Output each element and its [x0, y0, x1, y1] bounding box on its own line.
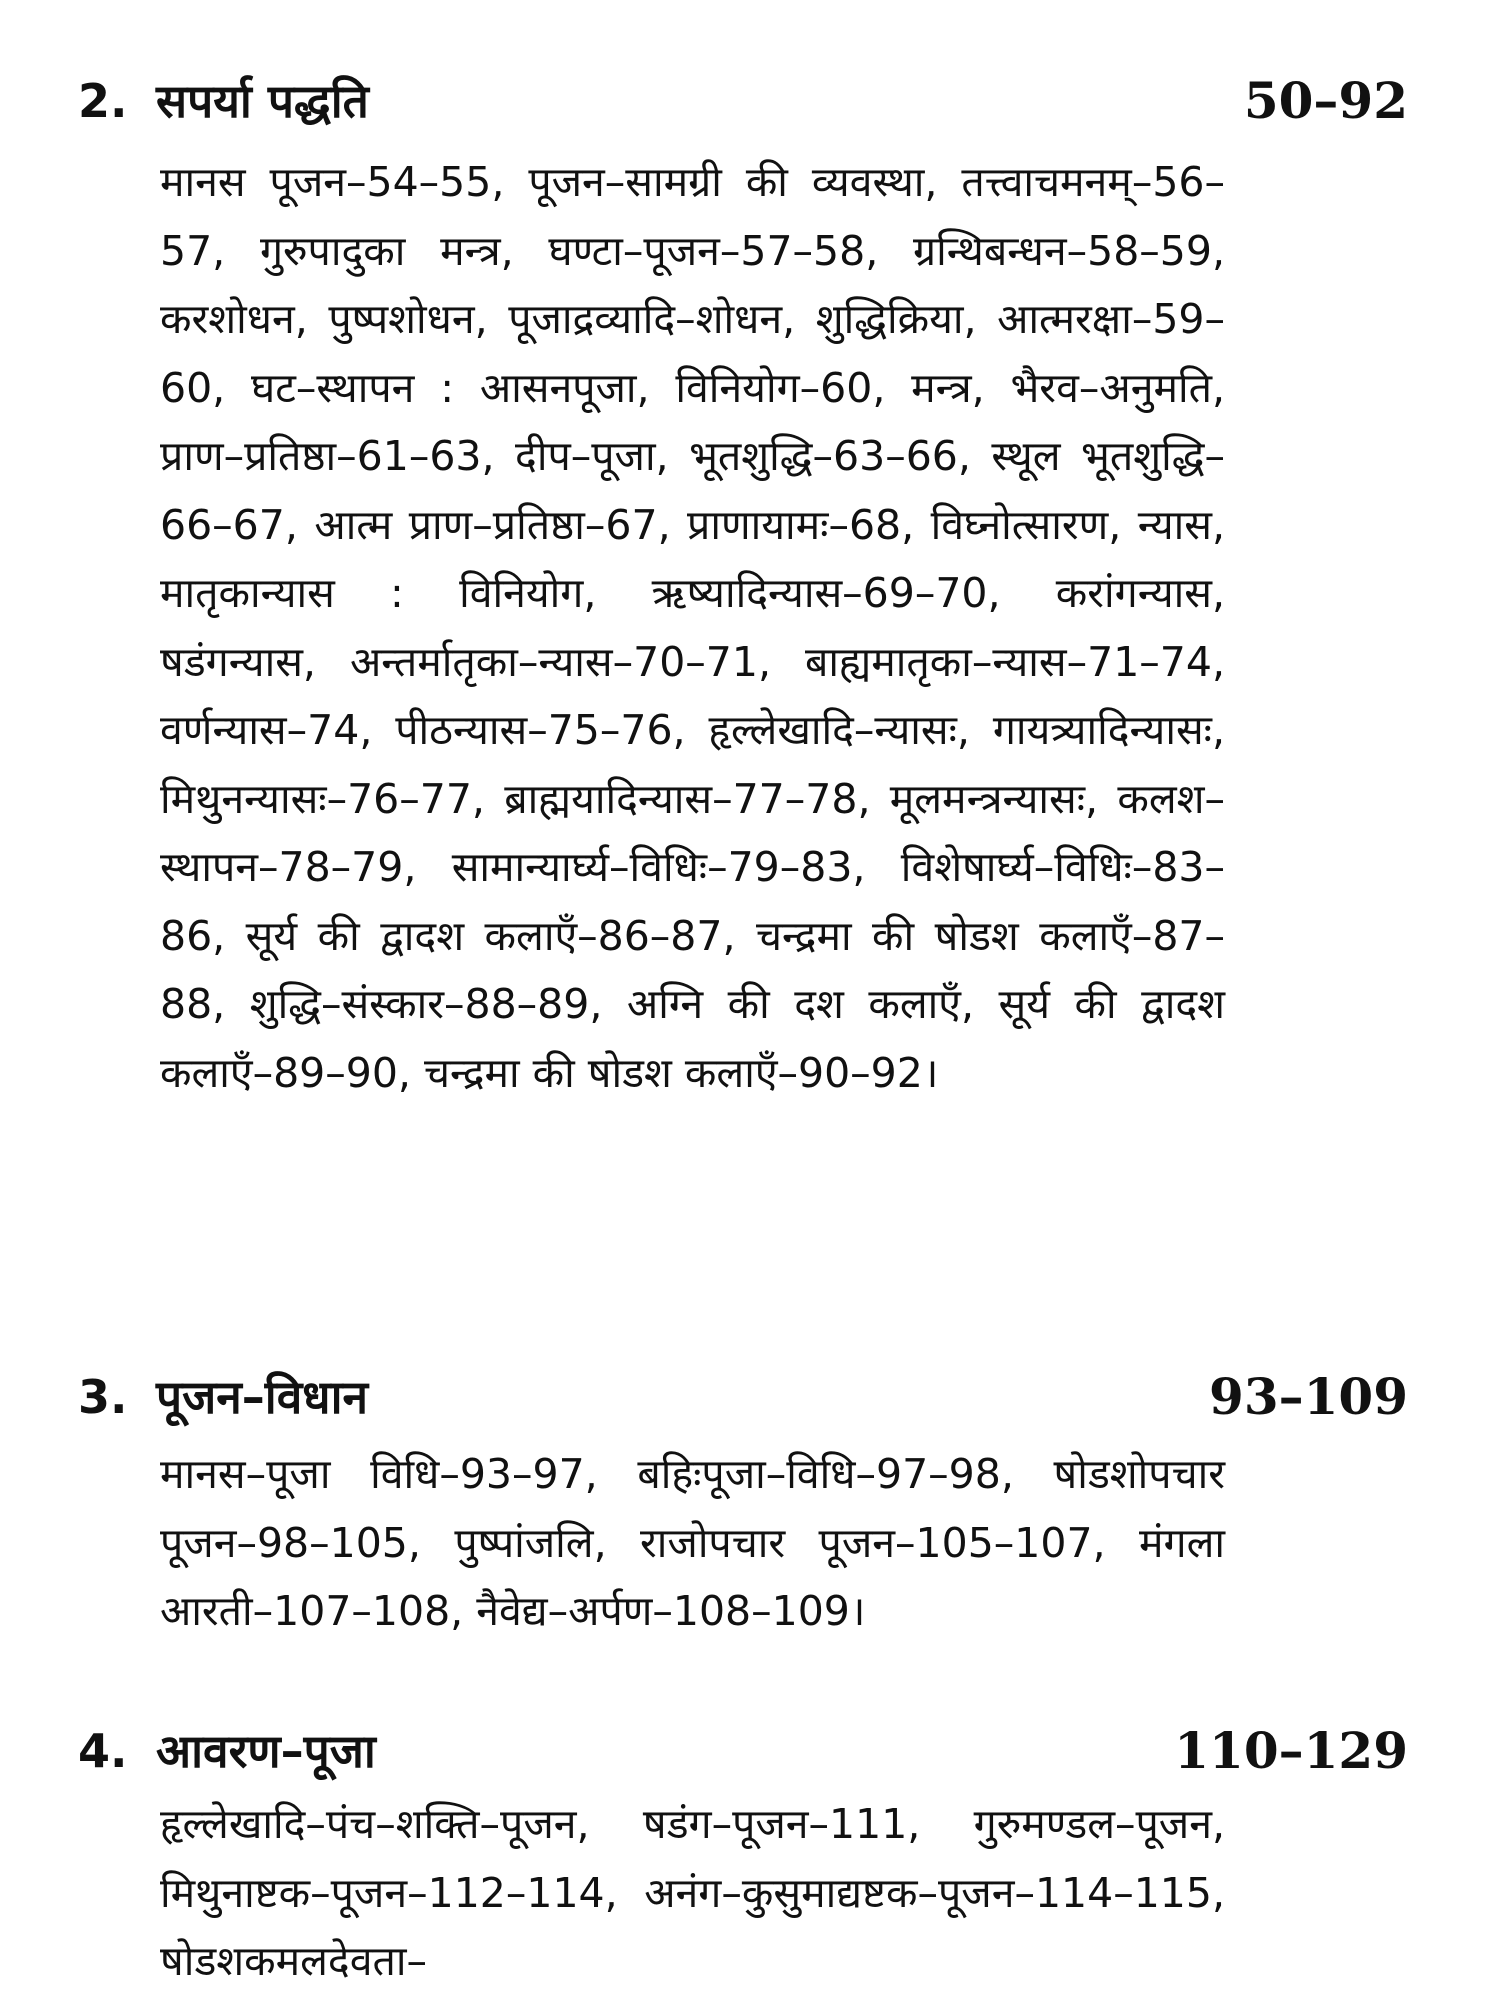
section-4-heading	[78, 1716, 1408, 1786]
section-4-number: 4.	[78, 1724, 128, 1778]
section-3-page-range: 93–109	[1209, 1367, 1408, 1426]
section-2-heading	[78, 66, 1408, 136]
section-2-title: सपर्या पद्धति	[156, 74, 369, 128]
section-4-title: आवरण–पूजा	[156, 1724, 376, 1778]
section-3-title: पूजन–विधान	[156, 1370, 369, 1424]
section-4-contents: हृल्लेखादि–पंच–शक्ति–पूजन, षडंग–पूजन–111, गुरुमण्डल–पूजन, मिथुनाष्टक–पूजन–112–114, अनंग–कुसुमाद्यष्टक–पूजन–114–115, षोडशकमलदेवता–	[160, 1800, 1225, 1985]
section-2-contents: मानस पूजन–54–55, पूजन–सामग्री की व्यवस्था, तत्त्वाचमनम्–56–57, गुरुपादुका मन्त्र, घण्टा–पूजन–57–58, ग्रन्थिबन्धन–58–59, करशोधन, पुष्पशोधन, पूजाद्रव्यादि–शोधन, शुद्धिक्रिया, आत्मरक्षा–59–60, घट–स्थापन : आसनपूजा, विनियोग–60, मन्त्र, भैरव–अनुमति, प्राण–प्रतिष्ठा–61–63, दीप–पूजा, भूतशुद्धि–63–66, स्थूल भूतशुद्धि–66–67, आत्म प्राण–प्रतिष्ठा–67, प्राणायामः–68, विघ्नोत्सारण, न्यास, मातृकान्यास : विनियोग, ऋष्यादिन्यास–69–70, करांगन्यास, षडंगन्यास, अन्तर्मातृका–न्यास–70–71, बाह्यमातृका–न्यास–71–74, वर्णन्यास–74, पीठन्यास–75–76, हृल्लेखादि–न्यासः, गायत्र्यादिन्यासः, मिथुनन्यासः–76–77, ब्राह्मयादिन्यास–77–78, मूलमन्त्रन्यासः, कलश–स्थापन–78–79, सामान्यार्घ्य–विधिः–79–83, विशेषार्घ्य–विधिः–83–86, सूर्य की द्वादश कलाएँ–86–87, चन्द्रमा की षोडश कलाएँ–87–88, शुद्धि–संस्कार–88–89, अग्नि की दश कलाएँ, सूर्य की द्वादश कलाएँ–89–90, चन्द्रमा की षोडश कलाएँ–90–92।	[160, 158, 1225, 1097]
section-4-page-range: 110–129	[1174, 1721, 1408, 1780]
section-3-contents: मानस–पूजा विधि–93–97, बहिःपूजा–विधि–97–98, षोडशोपचार पूजन–98–105, पुष्पांजलि, राजोपचार पूजन–105–107, मंगला आरती–107–108, नैवेद्य–अर्पण–108–109।	[160, 1450, 1225, 1635]
section-3-number: 3.	[78, 1370, 128, 1424]
section-2-page-range: 50–92	[1243, 71, 1408, 130]
section-2-number: 2.	[78, 74, 128, 128]
section-3-heading	[78, 1362, 1408, 1432]
